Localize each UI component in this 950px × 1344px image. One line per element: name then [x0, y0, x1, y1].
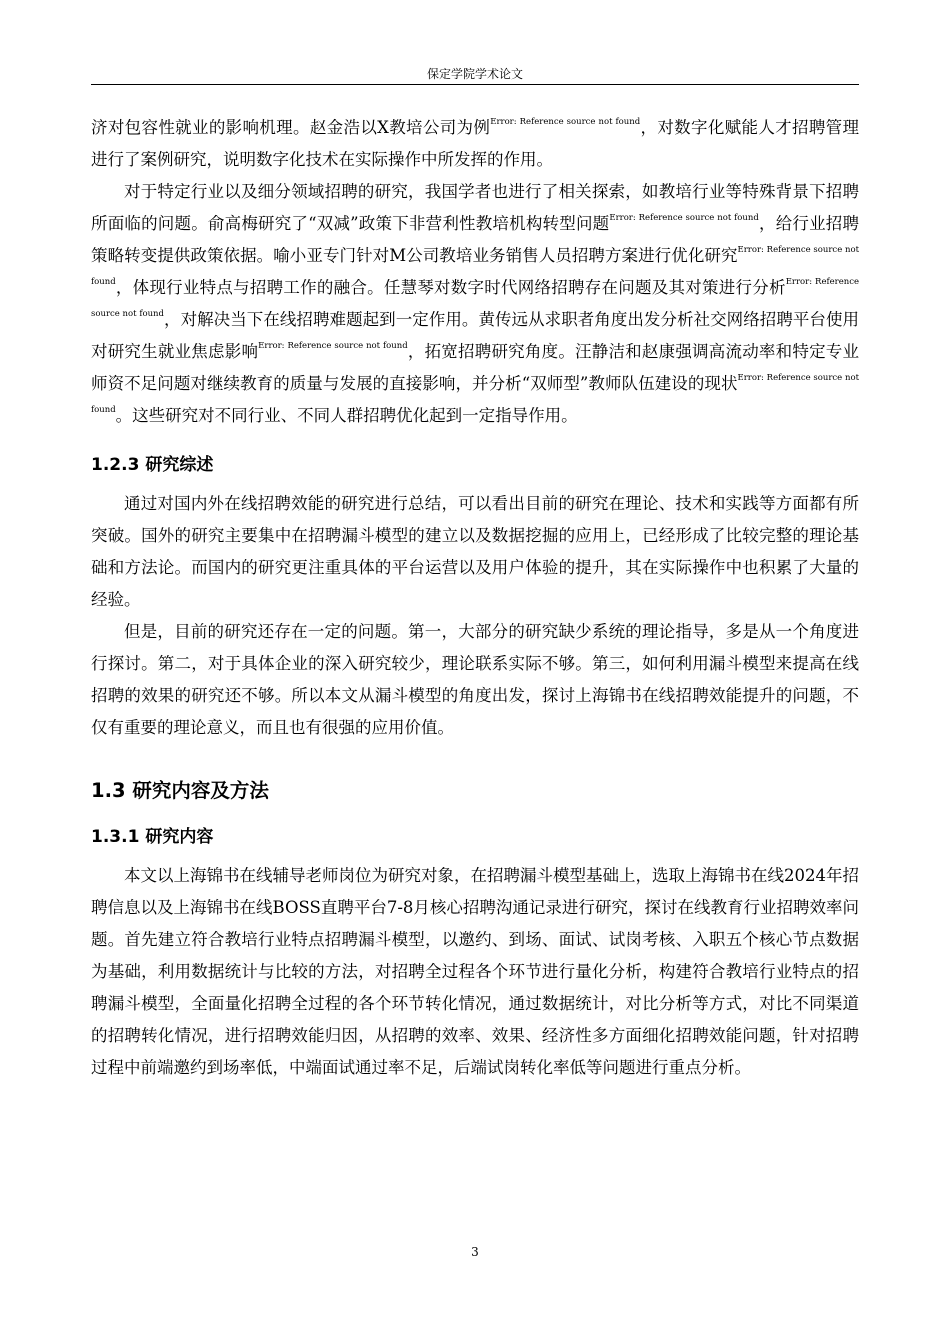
paragraph-1: 济对包容性就业的影响机理。赵金浩以X教培公司为例$^{Error: Reference source not found}$，对数字化赋能人才招聘管理进行了案例研究，说明数字化技术在实际操作中所发挥的作用。	[91, 117, 860, 169]
reference-error: Error: Reference source not found	[609, 213, 759, 223]
heading-1-3-1: 1.3.1 研究内容	[91, 827, 214, 847]
reference-error: Error: Reference source not found	[490, 117, 641, 127]
heading-1-2-3: 1.2.3 研究综述	[91, 455, 214, 475]
page-number: 3	[471, 1245, 479, 1259]
reference-error: Error: Reference source not found	[91, 277, 860, 319]
reference-error: Error: Reference source not found	[91, 373, 859, 415]
reference-error: Error: Reference source not found	[91, 245, 859, 287]
paragraph-3: 通过对国内外在线招聘效能的研究进行总结，可以看出目前的研究在理论、技术和实践等方面都有所突破。国外的研究主要集中在招聘漏斗模型的建立以及数据挖掘的应用上，已经形成了比较完整的理论基础和方法论。而国内的研究更注重具体的平台运营以及用户体验的提升，其在实际操作中也积累了大量的经验。	[91, 494, 859, 609]
paragraph-5: 本文以上海锦书在线辅导老师岗位为研究对象，在招聘漏斗模型基础上，选取上海锦书在线2024年招聘信息以及上海锦书在线BOSS直聘平台7-8月核心招聘沟通记录进行研究，探讨在线教育行业招聘效率问题。首先建立符合教培行业特点招聘漏斗模型，以邀约、到场、面试、试岗考核、入职五个核心节点数据为基础，利用数据统计与比较的方法，对招聘全过程各个环节进行量化分析，构建符合教培行业特点的招聘漏斗模型，全面量化招聘全过程的各个环节转化情况，通过数据统计，对比分析等方式，对比不同渠道的招聘转化情况，进行招聘效能归因，从招聘的效率、效果、经济性多方面细化招聘效能问题，针对招聘过程中前端邀约到场率低，中端面试通过率不足，后端试岗转化率低等问题进行重点分析。	[91, 866, 859, 1077]
reference-error: Error: Reference source not found	[258, 341, 408, 351]
paragraph-4: 但是，目前的研究还存在一定的问题。第一，大部分的研究缺少系统的理论指导，多是从一个角度进行探讨。第二，对于具体企业的深入研究较少，理论联系实际不够。第三，如何利用漏斗模型来提高在线招聘的效果的研究还不够。所以本文从漏斗模型的角度出发，探讨上海锦书在线招聘效能提升的问题，不仅有重要的理论意义，而且也有很强的应用价值。	[91, 622, 859, 737]
paragraph-2: 对于特定行业以及细分领域招聘的研究，我国学者也进行了相关探索，如教培行业等特殊背景下招聘所面临的问题。俞高梅研究了“双减”政策下非营利性教培机构转型问题$^{Error: Reference source not found}$，给行业招聘策略转变提供政策依据。喻小亚专门针对M公司教培业务销售人员招聘方案进行优化研究$^{Error: Reference source not found}$，体现行业特点与招聘工作的融合。任慧琴对数字时代网络招聘存在问题及其对策进行分析$^{Error: Reference source not found}$，对解决当下在线招聘难题起到一定作用。黄传远从求职者角度出发分析社交网络招聘平台使用对研究生就业焦虑影响$^{Error: Reference source not found}$，拓宽招聘研究角度。汪静洁和赵康强调高流动率和特定专业师资不足问题对继续教育的质量与发展的直接影响，并分析“双师型”教师队伍建设的现状$^{Error: Reference source not found}$。这些研究对不同行业、不同人群招聘优化起到一定指导作用。	[91, 182, 860, 425]
running-header: 保定学院学术论文	[91, 66, 859, 85]
heading-1-3: 1.3 研究内容及方法	[91, 779, 269, 802]
page-body	[91, 112, 859, 1084]
